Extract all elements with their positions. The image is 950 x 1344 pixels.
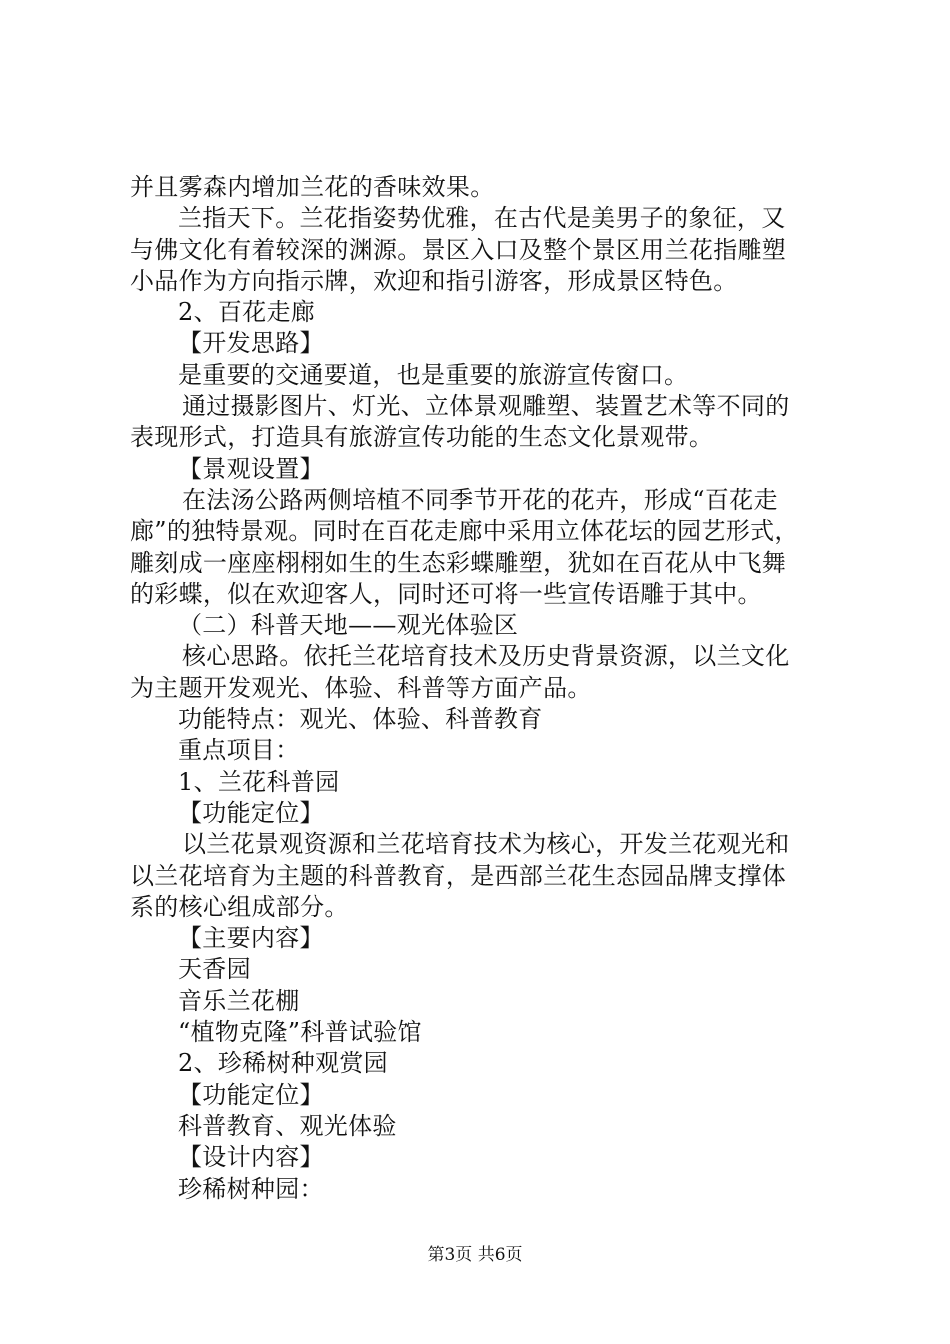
text-line: 功能特点：观光、体验、科普教育 [178,705,543,734]
text-line: 【设计内容】 [178,1143,324,1172]
text-line: 重点项目： [178,736,300,765]
page-footer: 第3页 共6页 [427,1245,523,1265]
text-line: （二）科普天地——观光体验区 [178,611,519,640]
text-line: 音乐兰花棚 [178,986,300,1015]
text-line: 【主要内容】 [178,924,324,953]
text-line: 【开发思路】 [178,329,324,358]
text-line: 小品作为方向指示牌，欢迎和指引游客，形成景区特色。 [130,266,738,295]
text-line: 与佛文化有着较深的渊源。景区入口及整个景区用兰花指雕塑 [130,235,787,264]
text-line: 珍稀树种园： [178,1174,324,1203]
text-line: 1、兰花科普园 [178,767,340,796]
text-line: 兰指天下。兰花指姿势优雅，在古代是美男子的象征，又 [178,204,786,233]
text-line: “植物克隆”科普试验馆 [178,1018,422,1047]
text-line: 天香园 [178,955,251,984]
text-line: 【景观设置】 [178,454,324,483]
text-line: 系的核心组成部分。 [130,892,349,921]
text-line: 2、百花走廊 [178,298,316,327]
text-line: 的彩蝶，似在欢迎客人，同时还可将一些宣传语雕于其中。 [130,579,762,608]
text-line: 是重要的交通要道，也是重要的旅游宣传窗口。 [178,360,689,389]
text-line: 【功能定位】 [178,1080,324,1109]
text-line: 在法汤公路两侧培植不同季节开花的花卉，形成“百花走 [182,485,778,514]
text-line: 廊”的独特景观。同时在百花走廊中采用立体花坛的园艺形式， [130,517,799,546]
text-line: 科普教育、观光体验 [178,1111,397,1140]
text-line: 【功能定位】 [178,798,324,827]
text-line: 通过摄影图片、灯光、立体景观雕塑、装置艺术等不同的 [182,392,790,421]
document-body [130,172,835,1205]
text-line: 以兰花培育为主题的科普教育，是西部兰花生态园品牌支撑体 [130,861,787,890]
text-line: 并且雾森内增加兰花的香味效果。 [130,173,495,201]
text-line: 2、珍稀树种观赏园 [178,1049,388,1078]
text-line: 核心思路。依托兰花培育技术及历史背景资源，以兰文化 [182,642,790,671]
text-line: 为主题开发观光、体验、科普等方面产品。 [130,673,592,702]
text-line: 雕刻成一座座栩栩如生的生态彩蝶雕塑，犹如在百花从中飞舞 [130,548,787,577]
text-line: 以兰花景观资源和兰花培育技术为核心，开发兰花观光和 [182,830,790,859]
text-line: 表现形式，打造具有旅游宣传功能的生态文化景观带。 [130,423,714,452]
